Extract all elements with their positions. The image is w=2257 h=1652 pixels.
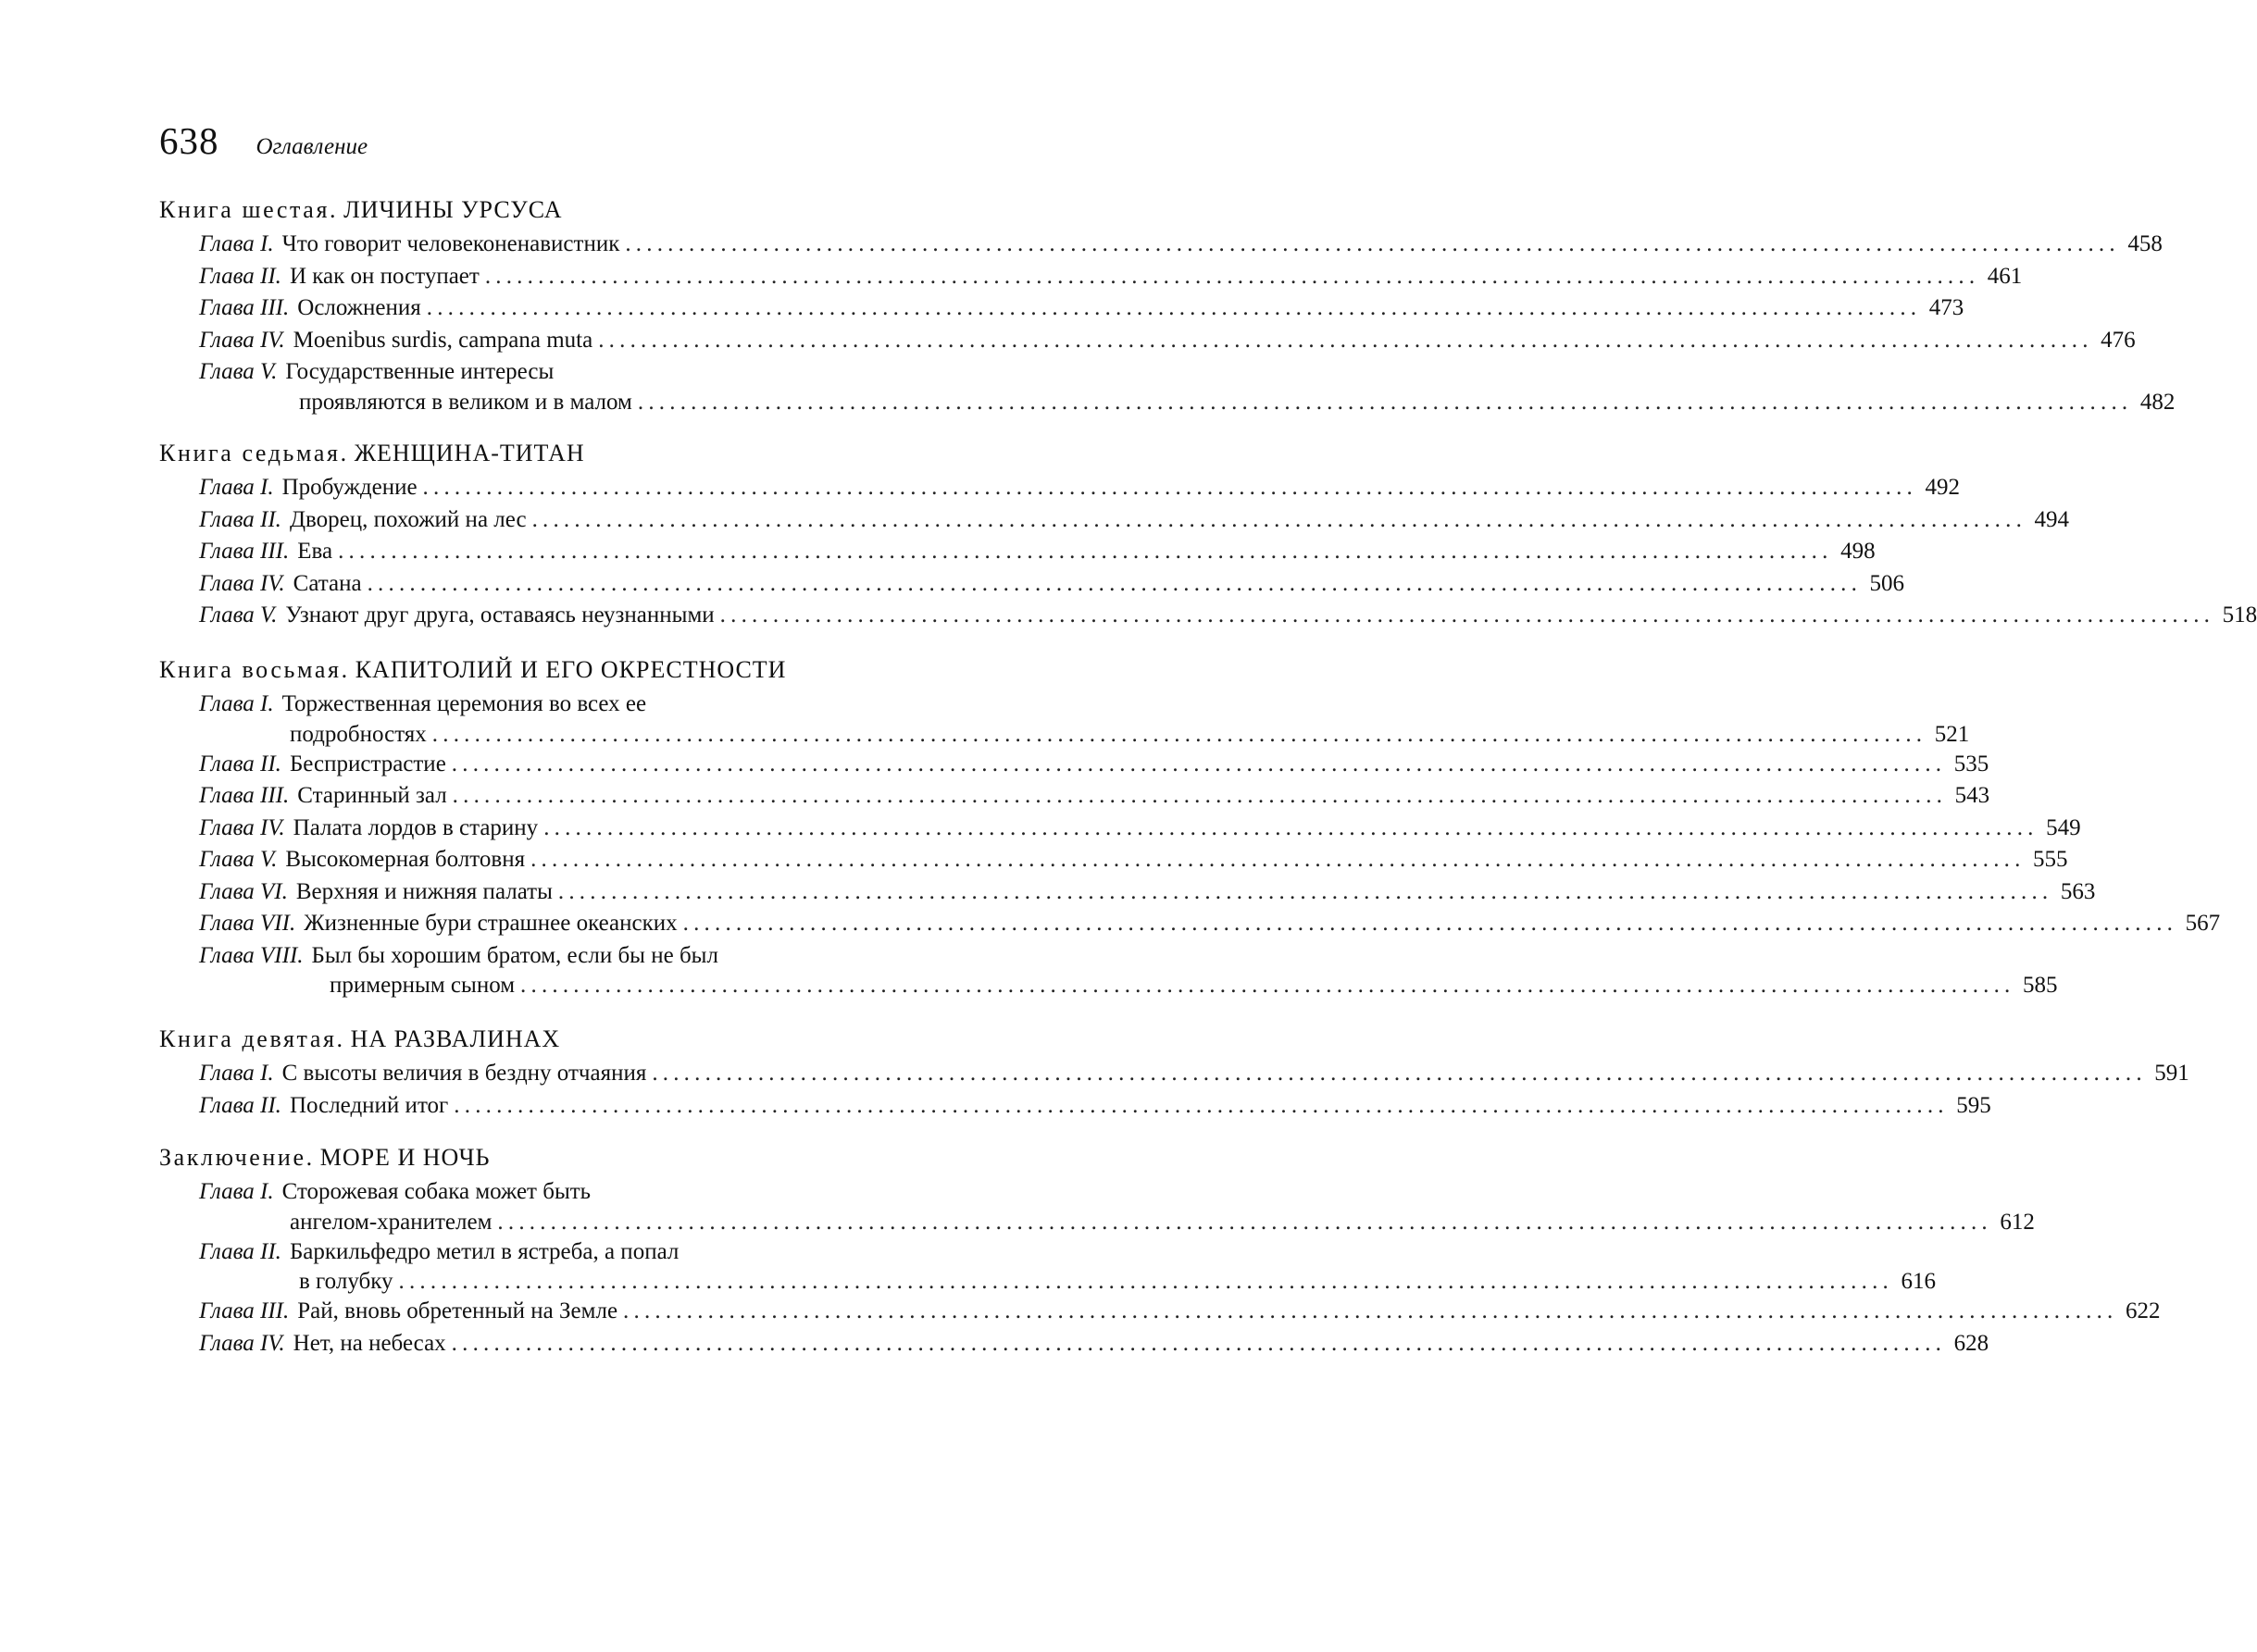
page-number: 638 [159,119,219,162]
page-ref: 518 [2222,602,2257,627]
page-ref: 494 [2034,506,2070,532]
chapter-title: С высоты величия в бездну отчаяния [281,1061,647,1086]
page-ref: 543 [1954,783,1990,808]
toc-entry[interactable] [199,536,1876,568]
chapter-title-continued: подробностях [290,721,427,747]
toc-entry[interactable] [199,1236,1936,1297]
chapter-label: Глава IV. [199,570,285,596]
toc-entry[interactable] [199,472,1960,504]
chapter-title: Рай, вновь обретенный на Земле [297,1298,618,1323]
dot-leader: ............................................................................................................................................. [625,231,2120,256]
chapter-label: Глава II. [199,751,281,776]
chapter-title: Moenibus surdis, campana muta [293,327,593,353]
dot-leader: ............................................................................................................................................. [682,911,2178,936]
book-name: ЖЕНЩИНА-ТИТАН [354,440,585,466]
toc-entry[interactable] [199,1090,1991,1123]
toc-entry[interactable] [199,229,2163,261]
dot-leader: ............................................................................................................................................. [531,506,2027,532]
page-ref: 612 [2000,1209,2035,1235]
dot-leader: ............................................................................................................................................. [451,1330,1947,1356]
dot-leader: ............................................................................................................................................. [484,263,1980,289]
chapter-title: Высокомерная болтовня [285,847,526,872]
chapter-label: Глава II. [199,263,281,289]
dot-leader: ............................................................................................................................................. [431,721,1927,747]
toc-entry[interactable] [199,1058,2189,1090]
toc-entry[interactable] [199,292,1964,325]
dot-leader: ............................................................................................................................................. [623,1298,2118,1323]
chapter-label: Глава VII. [199,911,296,936]
page-ref: 563 [2060,878,2096,904]
chapter-label: Глава III. [199,295,290,320]
page-ref: 535 [1953,751,1989,776]
chapter-title: Пробуждение [281,475,418,500]
toc-entry[interactable] [199,356,2176,416]
page-ref: 476 [2101,327,2136,353]
chapter-title: Сторожевая собака может быть [281,1179,592,1204]
dot-leader: ............................................................................................................................................. [426,295,1922,320]
running-head [159,118,368,163]
book-name: ЛИЧИНЫ УРСУСА [343,196,563,223]
chapter-title: Торжественная церемония во всех ее [281,691,647,716]
chapter-title-continued: в голубку [299,1269,393,1294]
book-prefix: Книга седьмая. [159,440,349,466]
chapter-label: Глава IV. [199,327,285,353]
book-section [159,192,2176,416]
dot-leader: ............................................................................................................................................. [454,1092,1949,1118]
chapter-label: Глава V. [199,602,278,627]
toc-entry[interactable] [199,876,2096,909]
book-section [159,1139,2161,1360]
dot-leader: ............................................................................................................................................. [451,751,1947,776]
chapter-title: Верхняя и нижняя палаты [295,878,553,904]
book-section [159,1021,2189,1122]
dot-leader: ............................................................................................................................................. [637,389,2133,415]
chapter-title: Последний итог [289,1092,449,1118]
toc-entry[interactable] [199,908,2221,940]
book-heading [159,652,918,689]
chapter-title: Нет, на небесах [293,1330,446,1356]
chapter-label: Глава VIII. [199,942,304,968]
chapter-label: Глава II. [199,1238,281,1264]
chapter-title: Дворец, похожий на лес [289,506,527,532]
page-ref: 591 [2154,1061,2189,1086]
page-ref: 506 [1869,570,1905,596]
chapter-label: Глава II. [199,1092,281,1118]
toc-entry[interactable] [199,749,1989,781]
dot-leader: ............................................................................................................................................. [719,602,2215,627]
chapter-title-continued: проявляются в великом и в малом [299,389,632,415]
book-prefix: Книга девятая. [159,1025,345,1052]
toc-entry[interactable] [199,940,2058,1000]
toc-entry[interactable] [199,261,2023,293]
book-section [159,652,2221,1000]
chapter-title: Старинный зал [297,783,447,808]
toc-entry[interactable] [199,689,1970,749]
page-ref: 628 [1953,1330,1989,1356]
toc-entry[interactable] [199,780,1990,813]
chapter-title-continued: примерным сыном [330,973,516,998]
header-title: Оглавление [256,134,368,159]
chapter-title: Баркильфедро метил в ястреба, а попал [289,1238,680,1264]
dot-leader: ............................................................................................................................................. [652,1061,2147,1086]
dot-leader: ............................................................................................................................................. [557,878,2053,904]
page-ref: 482 [2139,389,2176,415]
page-ref: 595 [1956,1092,1991,1118]
chapter-title: Был бы хорошим братом, если бы не был [311,942,718,968]
chapter-label: Глава III. [199,783,290,808]
book-heading [159,435,918,472]
dot-leader: ............................................................................................................................................. [398,1269,1893,1294]
chapter-title: Что говорит человеконенавистник [281,231,620,256]
dot-leader: ............................................................................................................................................. [598,327,2093,353]
toc-entry[interactable] [199,504,2070,537]
chapter-label: Глава IV. [199,1330,285,1356]
book-prefix: Заключение. [159,1144,315,1171]
book-heading [159,192,918,229]
chapter-label: Глава II. [199,506,281,532]
chapter-label: Глава III. [199,1298,290,1323]
dot-leader: ............................................................................................................................................. [452,783,1948,808]
chapter-label: Глава III. [199,539,290,564]
chapter-label: Глава I. [199,691,274,716]
page-ref: 521 [1934,721,1970,747]
page-ref: 585 [2023,973,2058,998]
book-name: КАПИТОЛИЙ И ЕГО ОКРЕСТНОСТИ [355,656,787,683]
toc-entry[interactable] [199,844,2068,876]
page-ref: 549 [2046,814,2081,840]
chapter-label: Глава I. [199,1061,274,1086]
page-ref: 461 [1987,263,2023,289]
page-ref: 555 [2033,847,2068,872]
chapter-label: Глава V. [199,359,278,384]
chapter-label: Глава IV. [199,814,285,840]
book-name: МОРЕ И НОЧЬ [319,1144,491,1171]
chapter-label: Глава VI. [199,878,288,904]
page-ref: 458 [2127,231,2163,256]
toc-entry[interactable] [199,813,2081,845]
toc-entry[interactable] [199,1328,1989,1360]
chapter-label: Глава I. [199,231,274,256]
chapter-title-continued: ангелом-хранителем [290,1209,493,1235]
toc-entry[interactable] [199,325,2136,357]
book-heading [159,1021,918,1058]
chapter-title: Осложнения [297,295,421,320]
dot-leader: ............................................................................................................................................. [338,539,1833,564]
page-ref: 616 [1901,1269,1936,1294]
chapter-label: Глава I. [199,1179,274,1204]
toc-entry[interactable] [199,1296,2161,1328]
page-ref: 567 [2185,911,2221,936]
dot-leader: ............................................................................................................................................. [367,570,1863,596]
chapter-label: Глава I. [199,475,274,500]
toc-entry[interactable] [199,600,2257,632]
book-section [159,435,2257,632]
toc-entry[interactable] [199,1176,2035,1236]
chapter-title: Палата лордов в старину [293,814,539,840]
book-prefix: Книга шестая. [159,196,339,223]
chapter-title: Сатана [293,570,362,596]
toc-entry[interactable] [199,568,1905,601]
chapter-title: Беспристрастие [289,751,446,776]
page-ref: 498 [1840,539,1876,564]
chapter-label: Глава V. [199,847,278,872]
dot-leader: ............................................................................................................................................. [530,847,2026,872]
dot-leader: ............................................................................................................................................. [497,1209,1992,1235]
dot-leader: ............................................................................................................................................. [422,475,1917,500]
chapter-title: Узнают друг друга, оставаясь неузнанными [285,602,715,627]
dot-leader: ............................................................................................................................................. [543,814,2039,840]
page-ref: 492 [1925,475,1960,500]
chapter-title: И как он поступает [289,263,480,289]
dot-leader: ............................................................................................................................................. [520,973,2015,998]
book-heading [159,1139,918,1176]
chapter-title: Государственные интересы [285,359,555,384]
book-prefix: Книга восьмая. [159,656,350,683]
page-ref: 473 [1928,295,1964,320]
book-name: НА РАЗВАЛИНАХ [350,1025,561,1052]
chapter-title: Ева [297,539,333,564]
page-ref: 622 [2126,1298,2161,1323]
chapter-title: Жизненные бури страшнее океанских [304,911,678,936]
